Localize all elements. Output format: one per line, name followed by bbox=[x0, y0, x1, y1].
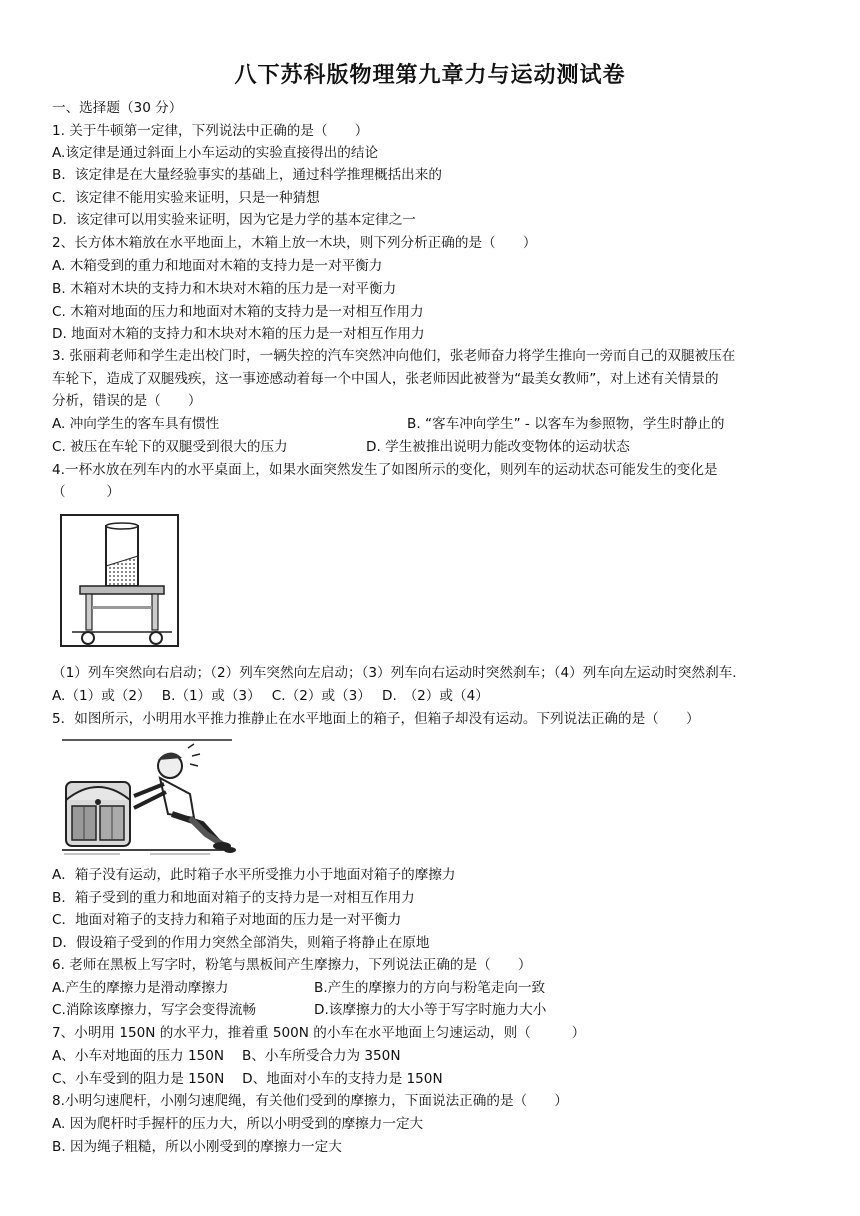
q3-option-a: A. 冲向学生的客车具有惯性 bbox=[52, 416, 220, 432]
q1-option-c: C．该定律不能用实验来证明，只是一种猜想 bbox=[52, 190, 320, 206]
cup-on-table-figure bbox=[60, 514, 180, 648]
boy-pushing-box-figure bbox=[60, 738, 236, 856]
q6-option-c: C.消除该摩擦力，写字会变得流畅 bbox=[52, 1002, 257, 1018]
q6-row-ab bbox=[52, 978, 546, 998]
q4-cases: （1）列车突然向右启动；（2）列车突然向左启动；（3）列车向右运动时突然刹车；（4）列车向左运动时突然刹车. bbox=[52, 665, 737, 681]
q1-option-d: D．该定律可以用实验来证明，因为它是力学的基本定律之一 bbox=[52, 212, 416, 228]
q2-option-a: A. 木箱受到的重力和地面对木箱的支持力是一对平衡力 bbox=[52, 258, 383, 274]
q5-stem: 5．如图所示，小明用水平推力推静止在水平地面上的箱子，但箱子却没有运动。下列说法正确的是（ ） bbox=[52, 711, 700, 727]
q4-stem-line1: 4.一杯水放在列车内的水平桌面上，如果水面突然发生了如图所示的变化，则列车的运动状态可能发生的变化是 bbox=[52, 462, 718, 478]
q8-option-a: A. 因为爬杆时手握杆的压力大，所以小明受到的摩擦力一定大 bbox=[52, 1116, 424, 1132]
section-heading: 一、选择题（30 分） bbox=[52, 100, 183, 116]
q2-option-d: D. 地面对木箱的支持力和木块对木箱的压力是一对相互作用力 bbox=[52, 326, 425, 342]
q5-option-b: B．箱子受到的重力和地面对箱子的支持力是一对相互作用力 bbox=[52, 890, 415, 906]
q8-option-b: B. 因为绳子粗糙，所以小刚受到的摩擦力一定大 bbox=[52, 1139, 342, 1155]
q1-option-b: B．该定律是在大量经验事实的基础上，通过科学推理概括出来的 bbox=[52, 167, 442, 183]
q3-option-b: B. “客车冲向学生” - 以客车为参照物，学生时静止的 bbox=[407, 416, 725, 432]
q1-option-a: A.该定律是通过斜面上小车运动的实验直接得出的结论 bbox=[52, 145, 379, 161]
q6-option-d: D.该摩擦力的大小等于写字时施力大小 bbox=[314, 1002, 547, 1018]
q3-row-cd bbox=[52, 437, 630, 457]
q6-stem: 6. 老师在黑板上写字时，粉笔与黑板间产生摩擦力，下列说法正确的是（ ） bbox=[52, 957, 532, 973]
q5-option-c: C．地面对箱子的支持力和箱子对地面的压力是一对平衡力 bbox=[52, 912, 402, 928]
q6-option-a: A.产生的摩擦力是滑动摩擦力 bbox=[52, 980, 229, 996]
q3-option-d: D. 学生被推出说明力能改变物体的运动状态 bbox=[366, 439, 630, 455]
q5-option-d: D．假设箱子受到的作用力突然全部消失，则箱子将静止在原地 bbox=[52, 935, 430, 951]
q7-stem: 7、小明用 150N 的水平力，推着重 500N 的小车在水平地面上匀速运动，则（ ） bbox=[52, 1025, 586, 1041]
q5-option-a: A．箱子没有运动，此时箱子水平所受推力小于地面对箱子的摩擦力 bbox=[52, 867, 456, 883]
q4-stem-line2: （ ） bbox=[52, 484, 120, 500]
q2-option-b: B. 木箱对木块的支持力和木块对木箱的压力是一对平衡力 bbox=[52, 281, 397, 297]
q6-option-b: B.产生的摩擦力的方向与粉笔走向一致 bbox=[314, 980, 546, 996]
q3-stem-line2: 车轮下，造成了双腿残疾，这一事迹感动着每一个中国人，张老师因此被誉为“最美女教师”，对上述有关情景的 bbox=[52, 371, 719, 387]
q7-options-cd: C、小车受到的阻力是 150N D、地面对小车的支持力是 150N bbox=[52, 1071, 443, 1087]
q3-stem-line1: 3. 张丽莉老师和学生走出校门时，一辆失控的汽车突然冲向他们，张老师奋力将学生推向一旁而自己的双腿被压在 bbox=[52, 348, 736, 364]
q6-row-cd bbox=[52, 1000, 547, 1020]
q2-option-c: C. 木箱对地面的压力和地面对木箱的支持力是一对相互作用力 bbox=[52, 304, 424, 320]
q2-stem: 2、长方体木箱放在水平地面上，木箱上放一木块，则下列分析正确的是（ ） bbox=[52, 235, 537, 251]
q4-options: A.（1）或（2） B.（1）或（3） C.（2）或（3） D. （2）或（4） bbox=[52, 688, 489, 704]
q3-option-c: C. 被压在车轮下的双腿受到很大的压力 bbox=[52, 439, 288, 455]
q7-options-ab: A、小车对地面的压力 150N B、小车所受合力为 350N bbox=[52, 1048, 401, 1064]
page-title: 八下苏科版物理第九章力与运动测试卷 bbox=[234, 63, 626, 88]
q3-row-ab bbox=[52, 414, 725, 434]
q1-stem: 1. 关于牛顿第一定律，下列说法中正确的是（ ） bbox=[52, 123, 369, 139]
q3-stem-line3: 分析，错误的是（ ） bbox=[52, 393, 202, 409]
q8-stem: 8.小明匀速爬杆，小刚匀速爬绳，有关他们受到的摩擦力，下面说法正确的是（ ） bbox=[52, 1093, 568, 1109]
